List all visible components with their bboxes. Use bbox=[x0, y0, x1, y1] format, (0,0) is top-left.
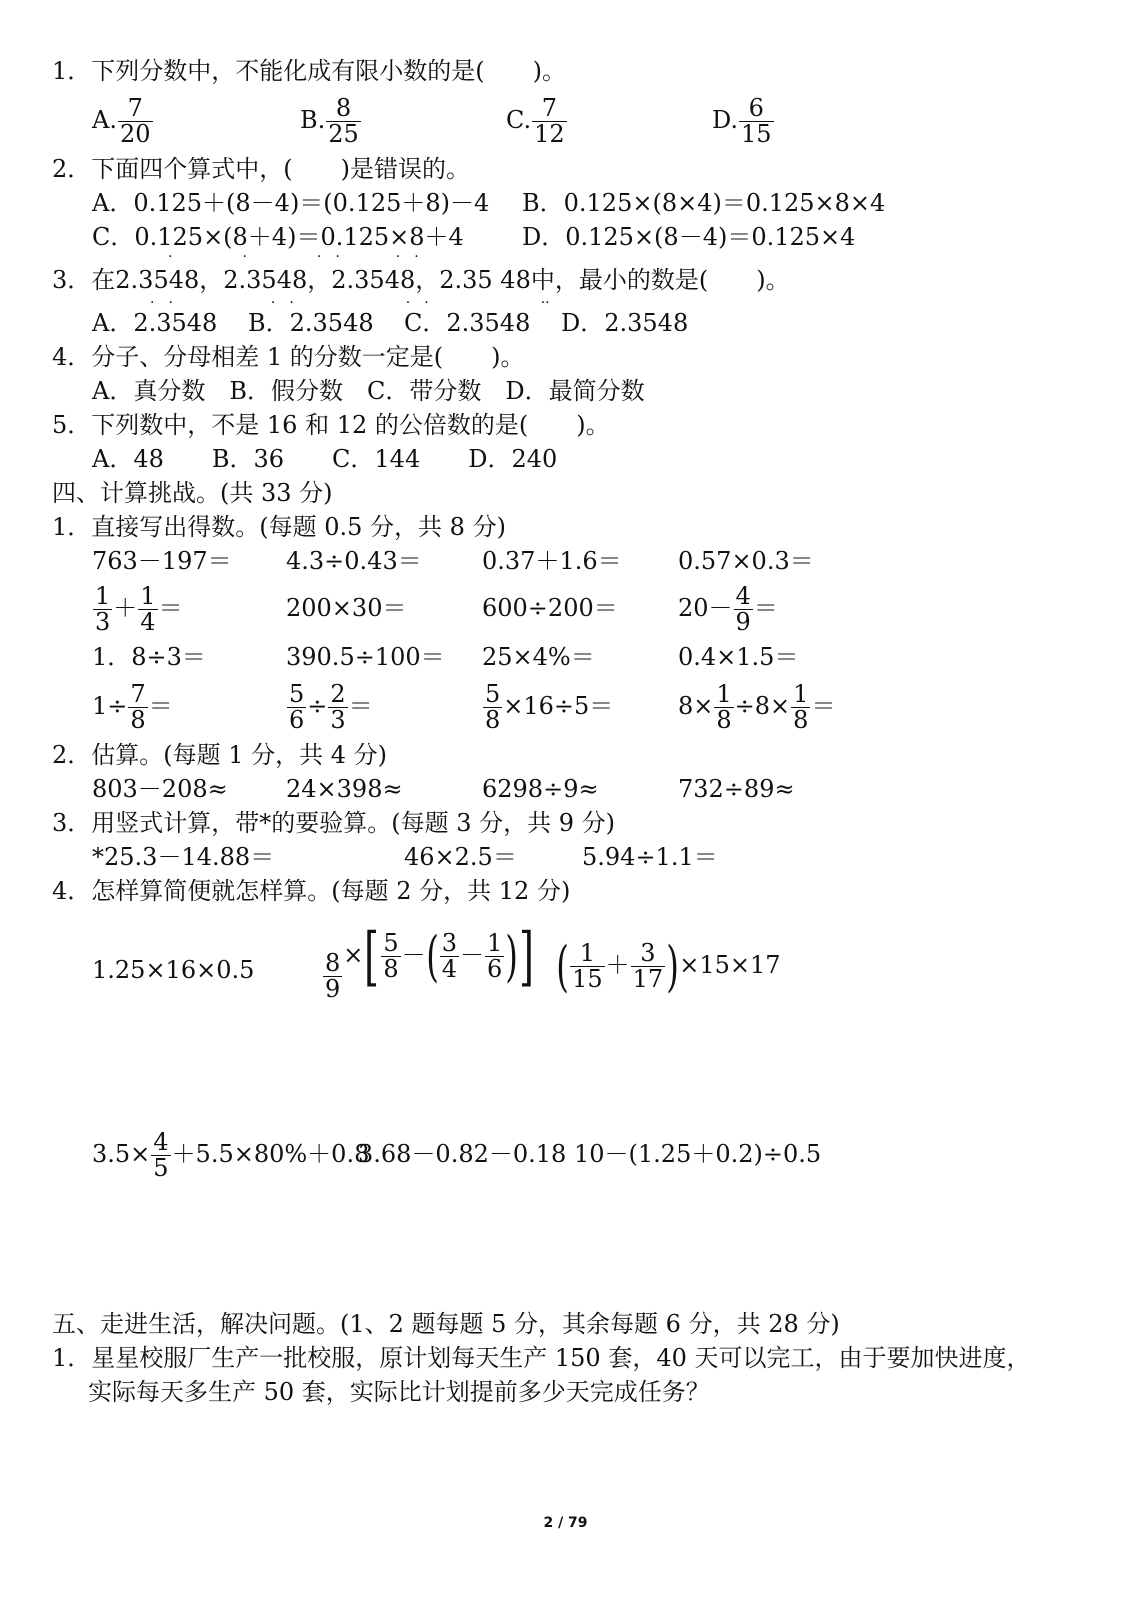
s4-p2-c: 6298÷9≈ bbox=[482, 775, 599, 803]
q3-option-d: D．2.3548 bbox=[561, 309, 689, 337]
s4-p1-r1-b: 4.3÷0.43＝ bbox=[286, 547, 422, 575]
s4-p1-r2-b: 200×30＝ bbox=[286, 594, 407, 622]
s4-p1-r3-d: 0.4×1.5＝ bbox=[678, 643, 799, 671]
q2-option-a: A．0.125＋(8－4)＝(0.125＋8)－4 bbox=[92, 189, 490, 217]
s4-p1-r1-a: 763－197＝ bbox=[92, 547, 232, 575]
section-4-title: 四、计算挑战。(共 33 分) bbox=[52, 479, 333, 507]
s4-p4-expr-5: 3.68－0.82－0.18 bbox=[358, 1140, 567, 1168]
q3-number-4: 2.35 48 bbox=[439, 266, 531, 294]
s4-p3-b: 46×2.5＝ bbox=[404, 843, 517, 871]
q2-option-b: B．0.125×(8×4)＝0.125×8×4 bbox=[522, 189, 886, 217]
s4-p1-r4-d: 8× $\frac{1}{8}$ ÷8× $\frac{1}{8}$ ＝ bbox=[678, 679, 836, 734]
q3-number-2: 2.3548 bbox=[223, 266, 308, 294]
s4-p3-title: 3．用竖式计算，带*的要验算。(每题 3 分，共 9 分) bbox=[52, 809, 616, 837]
s4-p1-r4-b: $\frac{5}{6}$ ÷ $\frac{2}{3}$ ＝ bbox=[289, 679, 373, 734]
q2-option-d: D．0.125×(8－4)＝0.125×4 bbox=[522, 223, 856, 251]
s4-p1-r2-c: 600÷200＝ bbox=[482, 594, 618, 622]
s4-p1-r1-d: 0.57×0.3＝ bbox=[678, 547, 814, 575]
page-number: 2 / 79 bbox=[543, 1515, 588, 1531]
q3-stem: 3．在2.3548，2.3548，2.3548，2.35 48中，最小的数是( )。 bbox=[52, 266, 790, 294]
s4-p4-title: 4．怎样算简便就怎样算。(每题 2 分，共 12 分) bbox=[52, 877, 571, 905]
q3-option-dots: · · · · · · ·· bbox=[150, 295, 550, 311]
s4-p1-r4-a: 1÷ $\frac{7}{8}$ ＝ bbox=[92, 679, 173, 734]
s4-p4-expr-1: 1.25×16×0.5 bbox=[92, 956, 255, 984]
q2-option-c: C．0.125×(8＋4)＝0.125×8＋4 bbox=[92, 223, 464, 251]
s4-p1-r3-a: 1．8÷3＝ bbox=[92, 643, 206, 671]
q1-stem: 1．下列分数中，不能化成有限小数的是( )。 bbox=[52, 57, 566, 85]
s4-p3-c: 5.94÷1.1＝ bbox=[582, 843, 718, 871]
s4-p2-b: 24×398≈ bbox=[286, 775, 403, 803]
s4-p1-r3-b: 390.5÷100＝ bbox=[286, 643, 445, 671]
q3-number-1: 2.3548 bbox=[115, 266, 200, 294]
q3-option-c: C．2.3548 bbox=[404, 309, 531, 337]
q3-option-a: A．2.3548 bbox=[92, 309, 218, 337]
q5-stem: 5．下列数中，不是 16 和 12 的公倍数的是( )。 bbox=[52, 411, 610, 439]
q1-option-b: B. $\frac{8}{25}$ bbox=[300, 93, 359, 148]
s4-p4-expr-3: ( $\frac{1}{15}$ ＋ $\frac{3}{17}$ )×15×17 bbox=[556, 934, 781, 998]
s4-p2-d: 732÷89≈ bbox=[678, 775, 795, 803]
s4-p1-r3-c: 25×4%＝ bbox=[482, 643, 595, 671]
s4-p4-expr-4: 3.5× $\frac{4}{5}$ ＋5.5×80%＋0.8 bbox=[92, 1127, 370, 1182]
q2-stem: 2．下面四个算式中，( )是错误的。 bbox=[52, 155, 470, 183]
s4-p2-title: 2．估算。(每题 1 分，共 4 分) bbox=[52, 741, 388, 769]
s4-p1-r4-c: $\frac{5}{8}$ ×16÷5＝ bbox=[485, 679, 614, 734]
q1-option-d: D. $\frac{6}{15}$ bbox=[712, 93, 772, 148]
s4-p1-title: 1．直接写出得数。(每题 0.5 分，共 8 分) bbox=[52, 513, 506, 541]
s4-p3-a: *25.3－14.88＝ bbox=[92, 843, 275, 871]
q4-options: A．真分数 B．假分数 C．带分数 D．最简分数 bbox=[92, 377, 645, 405]
s5-q1-line2: 实际每天多生产 50 套，实际比计划提前多少天完成任务？ bbox=[88, 1378, 710, 1406]
s5-q1-line1: 1．星星校服厂生产一批校服，原计划每天生产 150 套，40 天可以完工，由于要加快进度， bbox=[52, 1344, 1031, 1372]
q3-repeat-dots: · · · · · · bbox=[168, 249, 419, 265]
section-5-title: 五、走进生活，解决问题。(1、2 题每题 5 分，其余每题 6 分，共 28 分) bbox=[52, 1310, 840, 1338]
s4-p4-expr-6: 10－(1.25＋0.2)÷0.5 bbox=[574, 1140, 822, 1168]
q5-options: A．48 B．36 C．144 D．240 bbox=[92, 445, 558, 473]
q3-option-b: B．2.3548 bbox=[248, 309, 374, 337]
q3-number-3: 2.3548 bbox=[331, 266, 416, 294]
s4-p1-r2-d: 20－ $\frac{4}{9}$ ＝ bbox=[678, 581, 778, 636]
s4-p1-r2-a: $\frac{1}{3}$ ＋ $\frac{1}{4}$ ＝ bbox=[95, 581, 183, 636]
q4-stem: 4．分子、分母相差 1 的分数一定是( )。 bbox=[52, 343, 525, 371]
s4-p1-r1-c: 0.37＋1.6＝ bbox=[482, 547, 622, 575]
s4-p2-a: 803－208≈ bbox=[92, 775, 228, 803]
q1-option-a: A. $\frac{7}{20}$ bbox=[92, 93, 151, 148]
s4-p4-expr-2: $\frac{8}{9}$ ×[ $\frac{5}{8}$ －( $\frac{3}{4}$ － $\frac{1}{6}$ )] bbox=[325, 919, 535, 1003]
q1-option-c: C. $\frac{7}{12}$ bbox=[506, 93, 565, 148]
